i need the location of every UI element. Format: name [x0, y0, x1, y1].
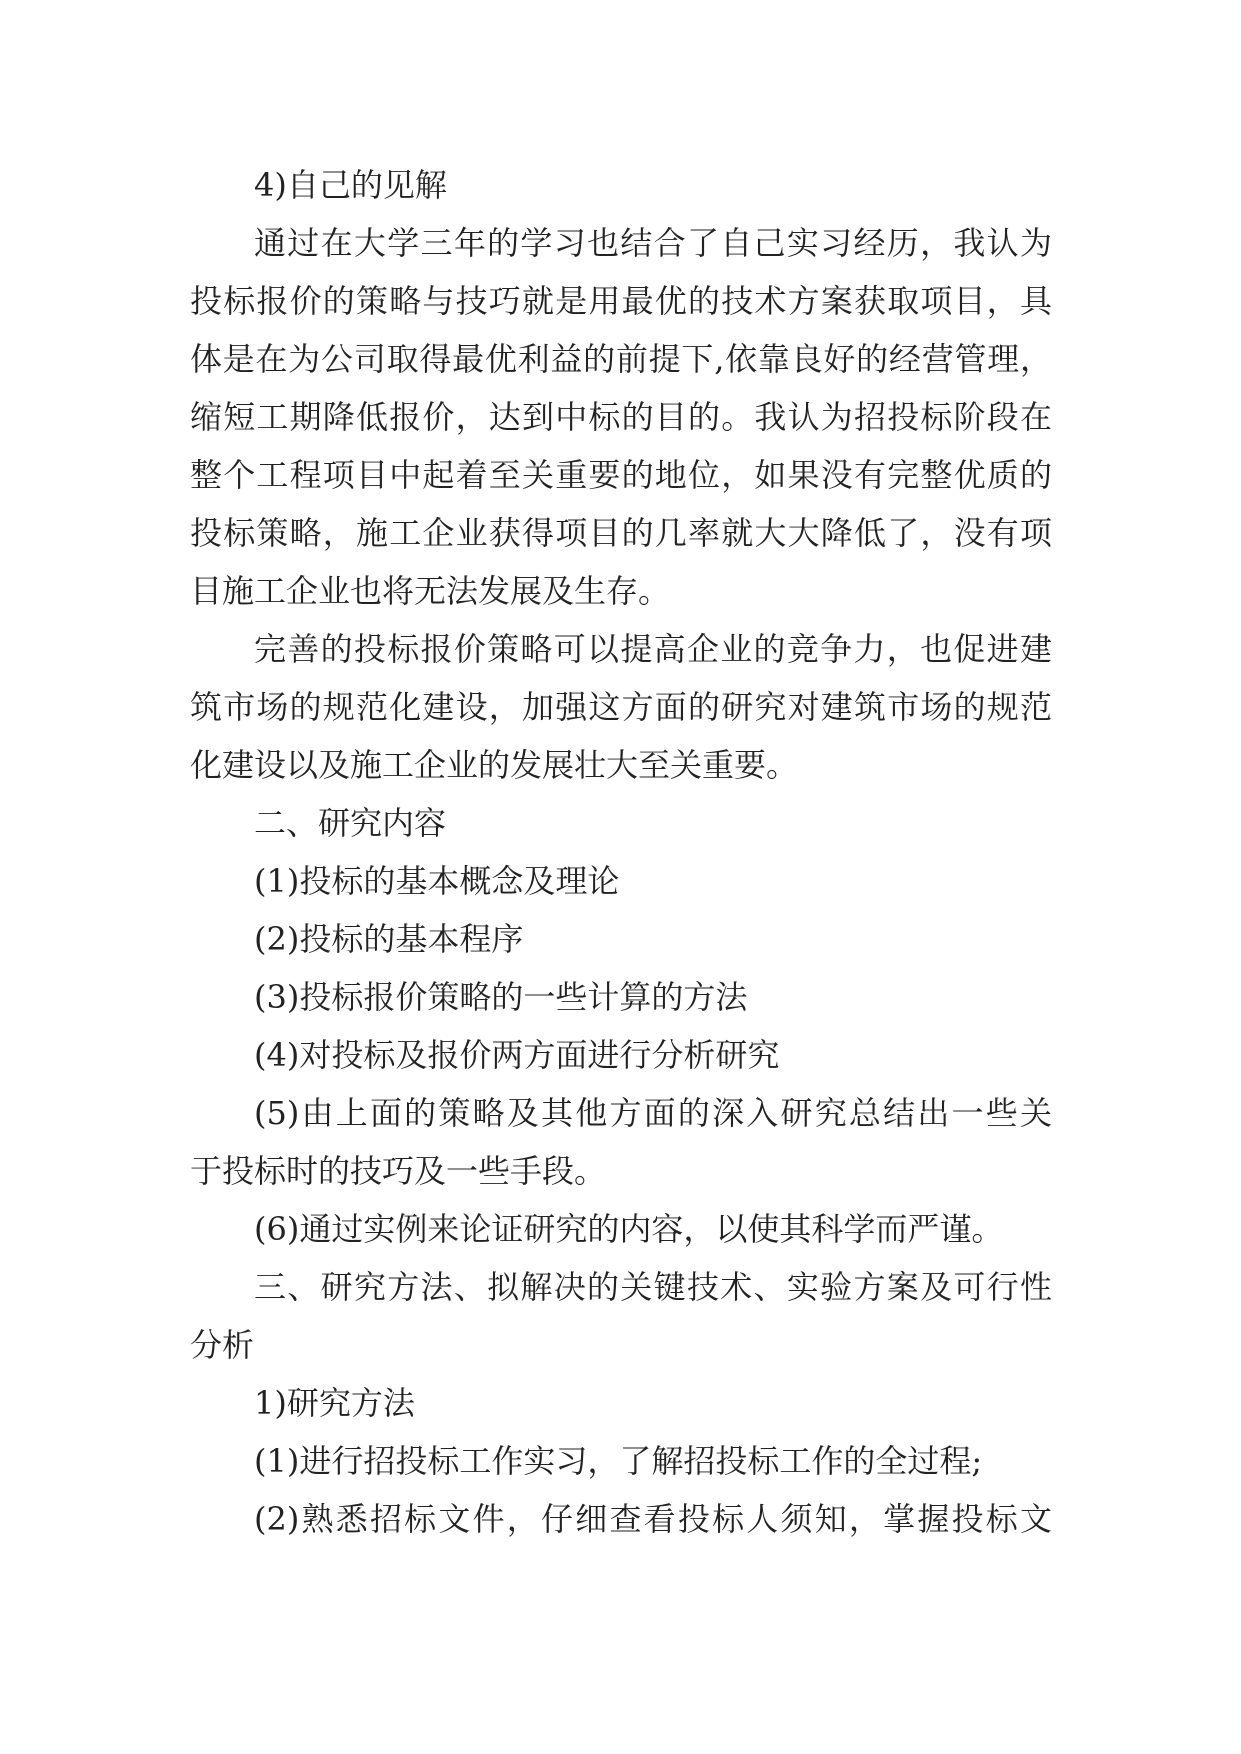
paragraph-line: 投标报价的策略与技巧就是用最优的技术方案获取项目，具 [190, 282, 1052, 320]
document-page [190, 156, 1052, 1548]
paragraph-line: 体是在为公司取得最优利益的前提下,依靠良好的经营管理， [190, 340, 1052, 378]
list-item: (1)投标的基本概念及理论 [254, 862, 620, 900]
list-item-continuation: 于投标时的技巧及一些手段。 [190, 1152, 607, 1190]
list-item: (2)投标的基本程序 [254, 920, 524, 958]
paragraph-line: 目施工企业也将无法发展及生存。 [190, 572, 671, 610]
paragraph-line: 化建设以及施工企业的发展壮大至关重要。 [190, 746, 799, 784]
list-item: (4)对投标及报价两方面进行分析研究 [254, 1036, 780, 1074]
list-item: (5)由上面的策略及其他方面的深入研究总结出一些关 [254, 1094, 1052, 1132]
list-item: (1)进行招投标工作实习，了解招投标工作的全过程; [254, 1442, 983, 1480]
paragraph-line: 投标策略，施工企业获得项目的几率就大大降低了，没有项 [190, 514, 1052, 552]
paragraph-line: 完善的投标报价策略可以提高企业的竞争力，也促进建 [254, 630, 1052, 668]
section-heading: 三、研究方法、拟解决的关键技术、实验方案及可行性 [254, 1268, 1052, 1306]
paragraph-line: 缩短工期降低报价，达到中标的目的。我认为招投标阶段在 [190, 398, 1052, 436]
list-item: (6)通过实例来论证研究的内容，以使其科学而严谨。 [254, 1210, 1004, 1248]
section-heading-continuation: 分析 [190, 1326, 255, 1364]
subsection-heading: 1)研究方法 [254, 1384, 415, 1422]
list-item: (2)熟悉招标文件，仔细查看投标人须知，掌握投标文 [254, 1500, 1052, 1538]
section-heading: 二、研究内容 [254, 804, 447, 842]
paragraph-line: 4)自己的见解 [254, 166, 447, 204]
paragraph-line: 整个工程项目中起着至关重要的地位，如果没有完整优质的 [190, 456, 1052, 494]
paragraph-line: 通过在大学三年的学习也结合了自己实习经历，我认为 [254, 224, 1052, 262]
paragraph-line: 筑市场的规范化建设，加强这方面的研究对建筑市场的规范 [190, 688, 1052, 726]
list-item: (3)投标报价策略的一些计算的方法 [254, 978, 748, 1016]
